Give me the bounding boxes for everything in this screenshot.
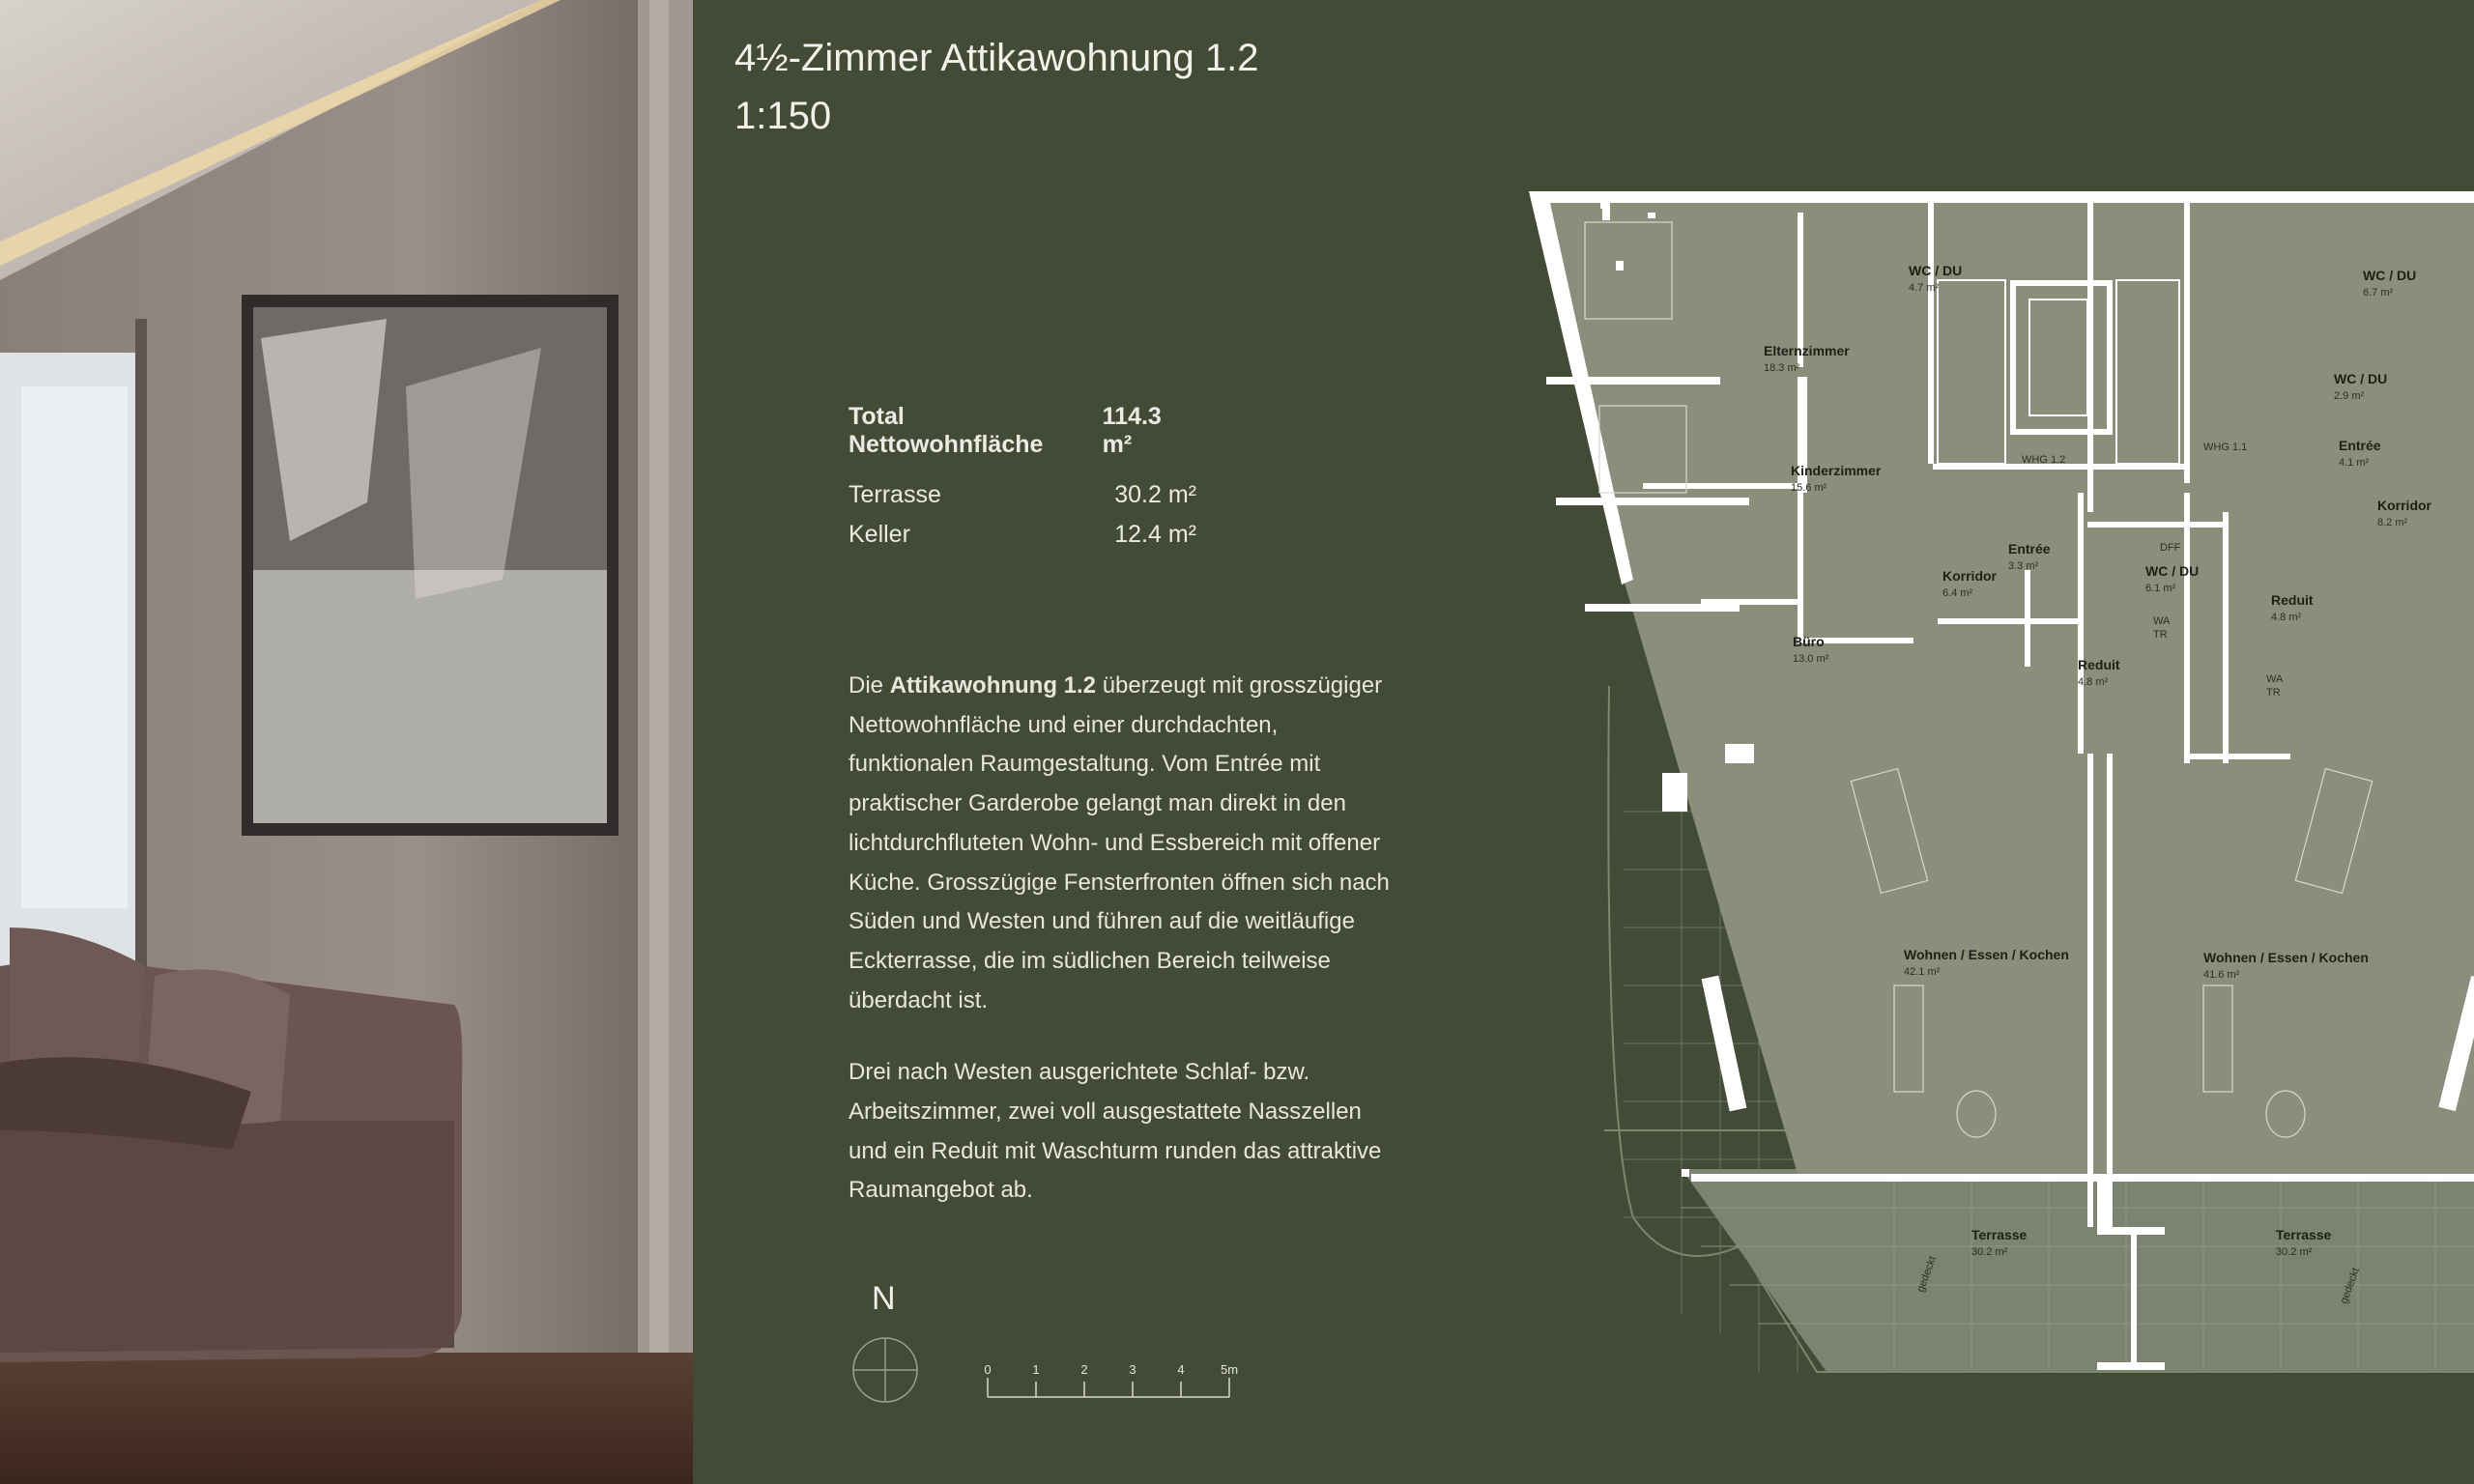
stat-terrasse <box>849 481 1312 509</box>
plan-label: TR <box>2153 629 2168 641</box>
scale-tick-label: 2 <box>1080 1362 1088 1377</box>
description-emphasis: Attikawohnung 1.2 <box>889 672 1097 699</box>
room-name: Entrée <box>2008 541 2051 556</box>
description-paragraph: Drei nach Westen ausgerichtete Schlaf- bzw. Arbeitszimmer, zwei voll ausgestattete Nasszellen und ein Reduit mit Waschturm runden das attraktive Raumangebot ab. <box>849 1059 1382 1204</box>
description-paragraph <box>849 667 1390 1020</box>
room-area: 30.2 m² <box>2276 1246 2313 1258</box>
page-title: 4½-Zimmer Attikawohnung 1.2 <box>734 37 1259 79</box>
scale-tick-label: 0 <box>984 1362 992 1377</box>
stat-value: 12.4 m² <box>1114 521 1196 548</box>
scale-tick-label: 5m <box>1220 1362 1239 1377</box>
room-area: 8.2 m² <box>2377 517 2408 528</box>
room-name: Wohnen / Essen / Kochen <box>1904 947 2069 962</box>
room-area: 4.7 m² <box>1909 282 1940 294</box>
room-name: WC / DU <box>2334 371 2388 386</box>
north-label: N <box>872 1280 896 1317</box>
room-name: Büro <box>1793 634 1825 649</box>
plan-label: WA <box>2153 615 2171 627</box>
plan-label: TR <box>2266 687 2281 699</box>
plan-label: WA <box>2266 673 2284 685</box>
room-name: Terrasse <box>1971 1227 2028 1242</box>
room-area: 15.6 m² <box>1791 482 1827 494</box>
room-area: 2.9 m² <box>2334 390 2365 402</box>
room-area: 4.8 m² <box>2078 676 2109 688</box>
room-area: 6.7 m² <box>2363 287 2394 299</box>
scale-tick-label: 3 <box>1129 1362 1136 1377</box>
scale-bar <box>976 1353 1256 1407</box>
room-name: Entrée <box>2339 438 2381 453</box>
description <box>849 667 1390 1243</box>
stat-total <box>849 403 1312 459</box>
room-name: Reduit <box>2078 657 2120 672</box>
stat-label: Total Nettowohnfläche <box>849 403 1044 458</box>
room-name: WC / DU <box>2363 268 2417 283</box>
room-area: 4.1 m² <box>2339 457 2370 469</box>
room-area: 42.1 m² <box>1904 966 1941 978</box>
room-area: 41.6 m² <box>2203 969 2240 981</box>
stat-label: Terrasse <box>849 481 941 508</box>
room-name: Korridor <box>2377 498 2431 513</box>
description-text: Die <box>849 672 890 699</box>
plan-label: gedeckt <box>1914 1254 1939 1295</box>
room-area: 3.3 m² <box>2008 560 2039 572</box>
stat-value: 30.2 m² <box>1114 481 1196 508</box>
room-area: 6.4 m² <box>1942 587 1973 599</box>
room-name: Terrasse <box>2276 1227 2332 1242</box>
interior-photo <box>0 0 693 1484</box>
room-name: Korridor <box>1942 568 1997 584</box>
room-area: 13.0 m² <box>1793 653 1829 665</box>
room-name: Elternzimmer <box>1764 343 1850 358</box>
scale-label: 1:150 <box>734 95 832 137</box>
compass-icon <box>850 1335 920 1405</box>
room-area: 4.8 m² <box>2271 612 2302 623</box>
room-name: Reduit <box>2271 592 2314 608</box>
room-area: 18.3 m² <box>1764 362 1800 374</box>
scale-tick-label: 4 <box>1177 1362 1185 1377</box>
room-area: 30.2 m² <box>1971 1246 2008 1258</box>
floor-plan <box>1508 58 2474 1411</box>
unit-label: WHG 1.1 <box>2203 442 2248 453</box>
scale-tick-label: 1 <box>1032 1362 1040 1377</box>
plan-label: gedeckt <box>2338 1266 2362 1306</box>
room-name: WC / DU <box>1909 263 1963 278</box>
stat-keller <box>849 521 1312 549</box>
stat-value: 114.3 m² <box>1102 403 1162 458</box>
room-name: Wohnen / Essen / Kochen <box>2203 950 2369 965</box>
plan-label: DFF <box>2160 542 2181 554</box>
stat-label: Keller <box>849 521 910 548</box>
room-name: WC / DU <box>2145 563 2200 579</box>
room-area: 6.1 m² <box>2145 583 2176 594</box>
room-name: Kinderzimmer <box>1791 463 1882 478</box>
unit-label: WHG 1.2 <box>2022 454 2066 466</box>
description-text: überzeugt mit grosszügiger Nettowohnfläche und einer durchdachten, funktionalen Raumgestaltung. Vom Entrée mit praktischer Garderobe gelangt man direkt in den lichtdurchfluteten Wohn- und Essbereich mit offener Küche. Grosszügige Fensterfronten öffnen sich nach Süden und Westen und führen auf die weitläufige Eckterrasse, die im südlichen Bereich teilweise überdacht ist. <box>849 672 1390 1013</box>
